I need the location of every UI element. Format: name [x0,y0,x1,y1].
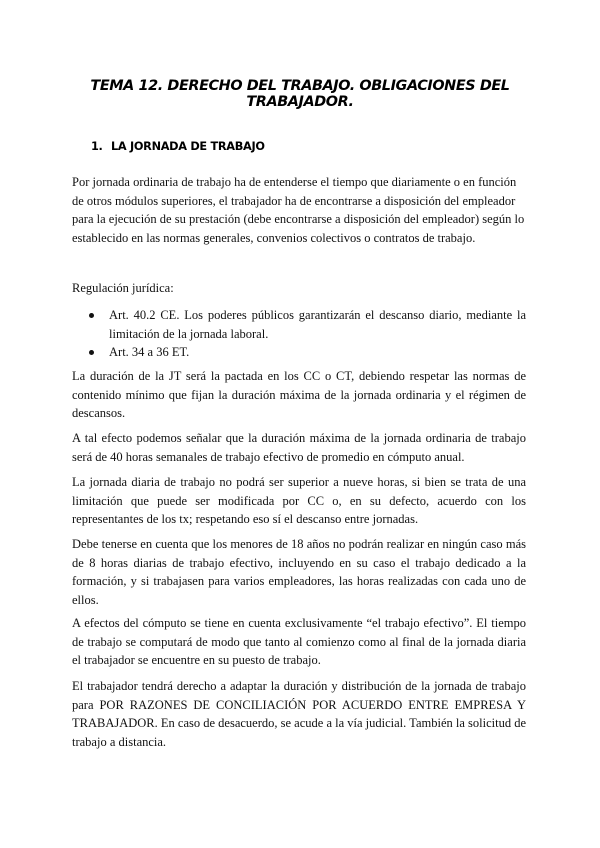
paragraph-max-hours: A tal efecto podemos señalar que la duración máxima de la jornada ordinaria de trabajo será de 40 horas semanales de trabajo efectivo de promedio en cómputo anual. [72,431,526,464]
paragraph-minors: Debe tenerse en cuenta que los menores de 18 años no podrán realizar en ningún caso más de 8 horas diarias de trabajo efectivo, incluyendo en su caso el trabajo dedicado a la formación, y si trabajasen para varios empleadores, las horas realizadas con cada uno de ellos. [72,537,526,607]
regulation-list [72,306,526,362]
list-item-text: Art. 40.2 CE. Los poderes públicos garantizarán el descanso diario, mediante la limitación de la jornada laboral. [109,308,526,341]
paragraph-definition: Por jornada ordinaria de trabajo ha de entenderse el tiempo que diariamente o en función de otros módulos superiores, el trabajador ha de encontrarse a disposición del empleador para la ejecución de su prestación (debe encontrarse a disposición del empleador) según lo establecido en las normas generales, convenios colectivos o contratos de trabajo. [72,175,525,245]
paragraph-regulation-label: Regulación jurídica: [72,281,174,295]
paragraph-duration: La duración de la JT será la pactada en los CC o CT, debiendo respetar las normas de contenido mínimo que fijan la duración máxima de la jornada ordinaria y el régimen de descansos. [72,369,526,421]
paragraph-adaptation: El trabajador tendrá derecho a adaptar la duración y distribución de la jornada de trabajo para POR RAZONES DE CONCILIACIÓN POR ACUERDO ENTRE EMPRESA Y TRABAJADOR. En caso de desacuerdo, se acude a la vía judicial. También la solicitud de trabajo a distancia. [72,679,526,749]
section-number: 1. [91,140,103,153]
paragraph-daily-limit: La jornada diaria de trabajo no podrá ser superior a nueve horas, si bien se trata de una limitación que puede ser modificada por CC o, en su defecto, acuerdo con los representantes de los tx; respetando eso sí el descanso entre jornadas. [72,475,526,527]
document-title: TEMA 12. DERECHO DEL TRABAJO. OBLIGACIONES DEL TRABAJADOR. [90,78,510,110]
paragraph-effective-work: A efectos del cómputo se tiene en cuenta exclusivamente “el trabajo efectivo”. El tiempo de trabajo se computará de modo que tanto al comienzo como al final de la jornada diaria el trabajador se encuentre en su puesto de trabajo. [72,616,526,668]
section-title: LA JORNADA DE TRABAJO [111,140,265,153]
bullet-icon [89,350,94,355]
list-item [72,306,526,343]
section-heading [91,140,265,153]
list-item-text: Art. 34 a 36 ET. [109,345,190,360]
list-item [72,343,526,362]
bullet-icon [89,313,94,318]
